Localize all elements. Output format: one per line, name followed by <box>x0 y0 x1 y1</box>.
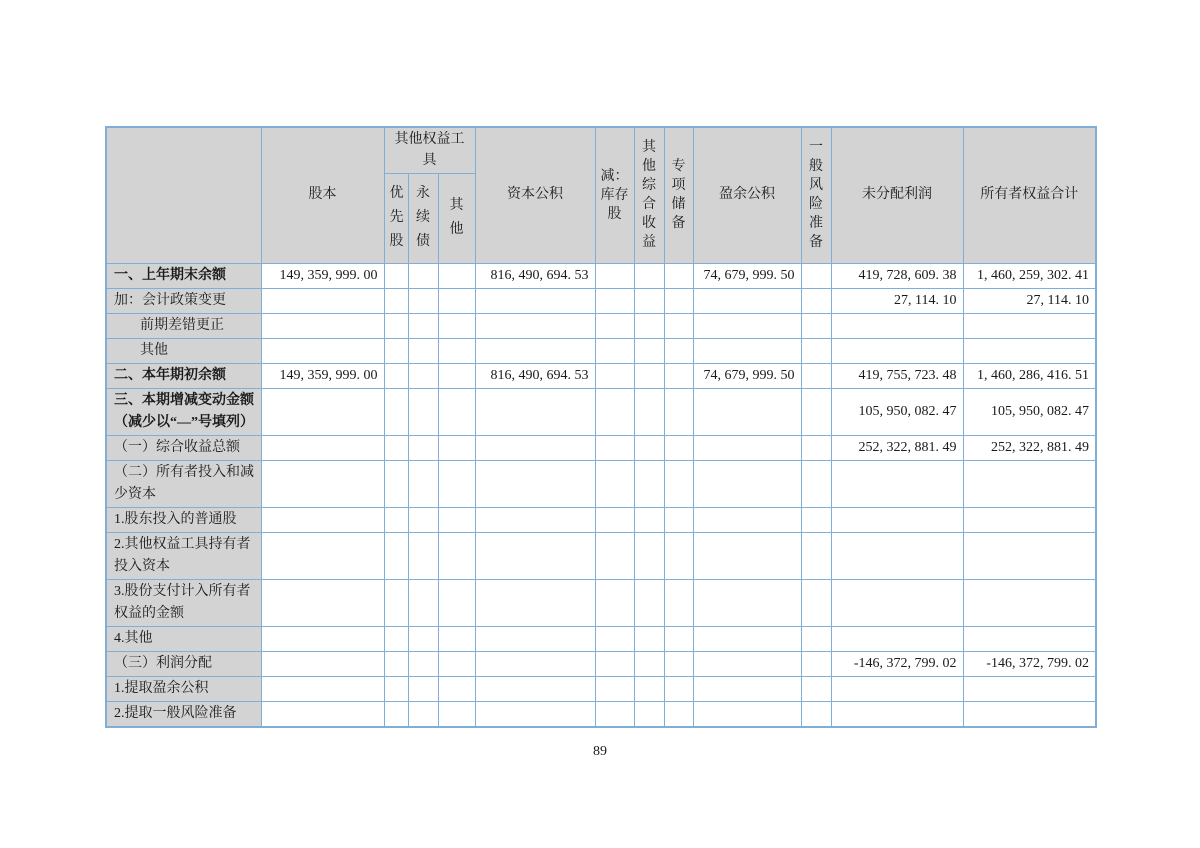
cell-value <box>408 288 438 313</box>
header-other-comprehensive-income: 其他综合收益 <box>634 127 664 263</box>
cell-value <box>475 507 595 532</box>
cell-value <box>693 701 801 727</box>
cell-value <box>408 363 438 388</box>
header-other-equity-instruments-group: 其他权益工具 <box>384 127 475 173</box>
cell-value <box>475 651 595 676</box>
cell-value <box>664 507 693 532</box>
cell-value <box>634 579 664 626</box>
cell-value <box>261 651 384 676</box>
table-row <box>106 626 1096 651</box>
cell-value <box>664 460 693 507</box>
cell-value <box>634 435 664 460</box>
cell-value <box>664 676 693 701</box>
cell-value <box>634 651 664 676</box>
cell-value: 149, 359, 999. 00 <box>261 363 384 388</box>
cell-value <box>801 701 831 727</box>
header-perpetual-bonds: 永续债 <box>408 173 438 263</box>
cell-value <box>438 338 475 363</box>
cell-value <box>475 388 595 435</box>
cell-value <box>634 313 664 338</box>
cell-value: 419, 755, 723. 48 <box>831 363 963 388</box>
cell-value <box>831 338 963 363</box>
table-row <box>106 313 1096 338</box>
cell-value <box>801 676 831 701</box>
row-label: 其他 <box>106 338 261 363</box>
cell-value <box>261 701 384 727</box>
cell-value <box>664 626 693 651</box>
cell-value <box>475 460 595 507</box>
cell-value <box>384 363 408 388</box>
cell-value <box>963 676 1096 701</box>
cell-value: 1, 460, 286, 416. 51 <box>963 363 1096 388</box>
cell-value <box>693 313 801 338</box>
row-label: 2.其他权益工具持有者投入资本 <box>106 532 261 579</box>
row-label: 三、本期增减变动金额（减少以“—”号填列） <box>106 388 261 435</box>
cell-value: 816, 490, 694. 53 <box>475 263 595 288</box>
cell-value <box>475 313 595 338</box>
cell-value <box>831 460 963 507</box>
cell-value: 1, 460, 259, 302. 41 <box>963 263 1096 288</box>
table-header <box>106 127 1096 263</box>
cell-value <box>595 651 634 676</box>
cell-value <box>595 338 634 363</box>
cell-value <box>475 338 595 363</box>
table-row <box>106 460 1096 507</box>
cell-value <box>801 532 831 579</box>
row-label: 一、上年期末余额 <box>106 263 261 288</box>
cell-value <box>693 676 801 701</box>
cell-value: 252, 322, 881. 49 <box>831 435 963 460</box>
cell-value: 252, 322, 881. 49 <box>963 435 1096 460</box>
cell-value: -146, 372, 799. 02 <box>963 651 1096 676</box>
cell-value <box>693 579 801 626</box>
cell-value <box>664 579 693 626</box>
cell-value <box>693 532 801 579</box>
cell-value <box>261 288 384 313</box>
cell-value <box>408 532 438 579</box>
cell-value: 149, 359, 999. 00 <box>261 263 384 288</box>
cell-value <box>438 579 475 626</box>
table-body <box>106 263 1096 727</box>
cell-value <box>801 460 831 507</box>
cell-value <box>963 338 1096 363</box>
table-row <box>106 701 1096 727</box>
row-label: 二、本年期初余额 <box>106 363 261 388</box>
header-special-reserve: 专项储备 <box>664 127 693 263</box>
cell-value <box>664 388 693 435</box>
cell-value: 816, 490, 694. 53 <box>475 363 595 388</box>
cell-value <box>693 338 801 363</box>
cell-value <box>261 388 384 435</box>
cell-value <box>475 626 595 651</box>
cell-value <box>408 626 438 651</box>
cell-value <box>595 701 634 727</box>
cell-value <box>634 460 664 507</box>
cell-value: 74, 679, 999. 50 <box>693 363 801 388</box>
cell-value <box>664 263 693 288</box>
header-row-top <box>106 127 1096 173</box>
cell-value <box>801 507 831 532</box>
cell-value <box>963 460 1096 507</box>
cell-value <box>475 701 595 727</box>
header-less-treasury-shares: 减：库存股 <box>595 127 634 263</box>
cell-value <box>384 507 408 532</box>
cell-value <box>963 532 1096 579</box>
cell-value <box>664 651 693 676</box>
cell-value <box>595 579 634 626</box>
cell-value <box>963 626 1096 651</box>
table-row <box>106 363 1096 388</box>
table-row <box>106 651 1096 676</box>
cell-value <box>438 701 475 727</box>
cell-value <box>438 532 475 579</box>
cell-value <box>801 338 831 363</box>
cell-value <box>693 388 801 435</box>
row-label: （三）利润分配 <box>106 651 261 676</box>
cell-value: 419, 728, 609. 38 <box>831 263 963 288</box>
cell-value <box>634 676 664 701</box>
cell-value <box>384 676 408 701</box>
header-total-owners-equity: 所有者权益合计 <box>963 127 1096 263</box>
cell-value: 105, 950, 082. 47 <box>963 388 1096 435</box>
cell-value <box>693 651 801 676</box>
cell-value <box>831 626 963 651</box>
cell-value <box>384 288 408 313</box>
cell-value <box>693 460 801 507</box>
cell-value <box>664 532 693 579</box>
row-label: 前期差错更正 <box>106 313 261 338</box>
equity-change-table <box>105 126 1097 728</box>
cell-value <box>693 507 801 532</box>
cell-value <box>801 435 831 460</box>
cell-value <box>664 701 693 727</box>
cell-value <box>408 651 438 676</box>
cell-value <box>384 626 408 651</box>
cell-value <box>831 701 963 727</box>
cell-value <box>963 313 1096 338</box>
table-row <box>106 532 1096 579</box>
cell-value <box>261 338 384 363</box>
cell-value <box>634 288 664 313</box>
cell-value <box>408 579 438 626</box>
cell-value <box>475 579 595 626</box>
row-label: 2.提取一般风险准备 <box>106 701 261 727</box>
cell-value <box>475 435 595 460</box>
table-row <box>106 507 1096 532</box>
cell-value: -146, 372, 799. 02 <box>831 651 963 676</box>
cell-value: 27, 114. 10 <box>963 288 1096 313</box>
cell-value <box>384 313 408 338</box>
cell-value <box>438 676 475 701</box>
table-row <box>106 388 1096 435</box>
cell-value <box>595 507 634 532</box>
row-label: 1.提取盈余公积 <box>106 676 261 701</box>
table-row <box>106 263 1096 288</box>
row-label: 3.股份支付计入所有者权益的金额 <box>106 579 261 626</box>
cell-value <box>438 288 475 313</box>
cell-value <box>595 676 634 701</box>
cell-value <box>475 288 595 313</box>
cell-value <box>801 651 831 676</box>
header-other-instruments: 其他 <box>438 173 475 263</box>
cell-value <box>261 313 384 338</box>
cell-value <box>261 435 384 460</box>
cell-value <box>384 651 408 676</box>
row-label: 4.其他 <box>106 626 261 651</box>
cell-value <box>963 579 1096 626</box>
cell-value <box>438 507 475 532</box>
cell-value <box>963 507 1096 532</box>
cell-value <box>801 288 831 313</box>
cell-value <box>408 338 438 363</box>
cell-value <box>408 507 438 532</box>
cell-value <box>634 532 664 579</box>
cell-value <box>384 460 408 507</box>
cell-value <box>801 388 831 435</box>
cell-value <box>634 363 664 388</box>
cell-value <box>634 263 664 288</box>
cell-value <box>664 288 693 313</box>
table-row <box>106 288 1096 313</box>
cell-value <box>595 626 634 651</box>
cell-value <box>438 435 475 460</box>
cell-value <box>408 388 438 435</box>
cell-value <box>634 338 664 363</box>
cell-value <box>438 626 475 651</box>
page-number: 89 <box>593 744 607 759</box>
cell-value <box>664 338 693 363</box>
cell-value <box>634 388 664 435</box>
cell-value <box>801 579 831 626</box>
row-label: 加：会计政策变更 <box>106 288 261 313</box>
cell-value <box>384 579 408 626</box>
header-surplus-reserve: 盈余公积 <box>693 127 801 263</box>
cell-value <box>595 288 634 313</box>
cell-value <box>831 313 963 338</box>
cell-value <box>831 507 963 532</box>
cell-value <box>438 460 475 507</box>
cell-value <box>664 363 693 388</box>
cell-value <box>408 313 438 338</box>
cell-value <box>595 363 634 388</box>
cell-value <box>261 532 384 579</box>
cell-value <box>595 532 634 579</box>
cell-value <box>384 388 408 435</box>
cell-value <box>438 363 475 388</box>
cell-value <box>261 507 384 532</box>
table-row <box>106 338 1096 363</box>
header-item-blank <box>106 127 261 263</box>
cell-value <box>595 263 634 288</box>
cell-value <box>693 288 801 313</box>
cell-value <box>261 676 384 701</box>
header-preferred-shares: 优先股 <box>384 173 408 263</box>
header-retained-profit: 未分配利润 <box>831 127 963 263</box>
cell-value <box>595 435 634 460</box>
cell-value <box>438 313 475 338</box>
cell-value <box>384 338 408 363</box>
cell-value <box>261 460 384 507</box>
cell-value <box>438 651 475 676</box>
cell-value <box>438 388 475 435</box>
header-capital-reserve: 资本公积 <box>475 127 595 263</box>
cell-value <box>693 626 801 651</box>
cell-value <box>475 532 595 579</box>
cell-value <box>801 263 831 288</box>
cell-value <box>384 435 408 460</box>
cell-value <box>408 263 438 288</box>
cell-value <box>634 701 664 727</box>
cell-value: 27, 114. 10 <box>831 288 963 313</box>
cell-value <box>261 579 384 626</box>
cell-value <box>475 676 595 701</box>
cell-value: 105, 950, 082. 47 <box>831 388 963 435</box>
cell-value <box>384 263 408 288</box>
cell-value <box>595 388 634 435</box>
cell-value: 74, 679, 999. 50 <box>693 263 801 288</box>
cell-value <box>801 626 831 651</box>
cell-value <box>595 460 634 507</box>
cell-value <box>634 507 664 532</box>
cell-value <box>438 263 475 288</box>
cell-value <box>693 435 801 460</box>
cell-value <box>801 313 831 338</box>
cell-value <box>384 701 408 727</box>
table-row <box>106 435 1096 460</box>
cell-value <box>831 532 963 579</box>
cell-value <box>801 363 831 388</box>
header-share-capital: 股本 <box>261 127 384 263</box>
cell-value <box>408 435 438 460</box>
cell-value <box>408 701 438 727</box>
cell-value <box>408 460 438 507</box>
row-label: （一）综合收益总额 <box>106 435 261 460</box>
table-row <box>106 676 1096 701</box>
cell-value <box>664 435 693 460</box>
table-row <box>106 579 1096 626</box>
cell-value <box>384 532 408 579</box>
row-label: （二）所有者投入和减少资本 <box>106 460 261 507</box>
row-label: 1.股东投入的普通股 <box>106 507 261 532</box>
cell-value <box>634 626 664 651</box>
cell-value <box>831 676 963 701</box>
header-general-risk-reserve: 一般风险准备 <box>801 127 831 263</box>
cell-value <box>831 579 963 626</box>
cell-value <box>664 313 693 338</box>
cell-value <box>261 626 384 651</box>
cell-value <box>963 701 1096 727</box>
cell-value <box>408 676 438 701</box>
cell-value <box>595 313 634 338</box>
